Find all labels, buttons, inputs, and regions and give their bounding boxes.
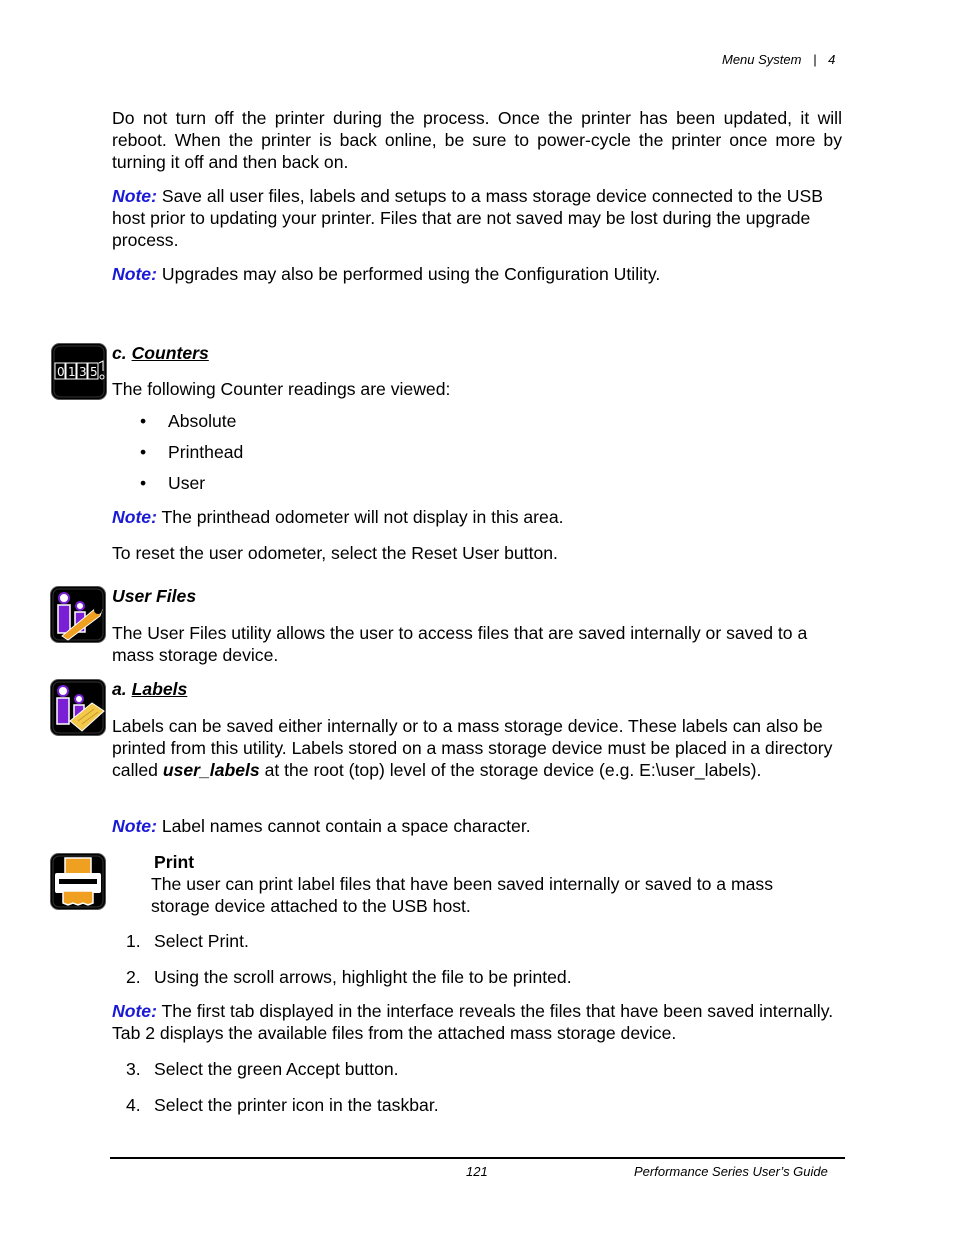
reset-instruction: To reset the user odometer, select the Reset User button. xyxy=(112,543,558,563)
labels-heading xyxy=(112,679,187,700)
bullet-mark: • xyxy=(140,473,147,493)
header-page-num: 4 xyxy=(828,52,836,67)
footer-guide-title: Performance Series User’s Guide xyxy=(634,1164,828,1179)
step-text: Select Print. xyxy=(154,931,249,951)
heading-prefix: a. xyxy=(112,679,127,699)
footer-page-number: 121 xyxy=(466,1164,488,1179)
user-files-icon xyxy=(50,586,106,642)
step-number: 1. xyxy=(126,931,141,951)
bullet-mark: • xyxy=(140,442,147,462)
list-item: Printhead xyxy=(168,442,244,462)
print-paragraph: The user can print label files that have been saved internally or saved to a mass storage device attached to the USB host. xyxy=(151,874,773,916)
footer-rule xyxy=(110,1157,845,1159)
note-text: The printhead odometer will not display in this area. xyxy=(161,507,564,527)
labels-directory-name: user_labels xyxy=(162,760,260,780)
note-tabs xyxy=(112,1000,847,1044)
labels-paragraph xyxy=(112,715,847,781)
svg-text:5: 5 xyxy=(90,365,98,379)
note-label: Note: xyxy=(112,816,157,836)
note-odometer xyxy=(112,506,842,528)
svg-text:1: 1 xyxy=(68,365,76,379)
list-item: Absolute xyxy=(168,411,237,431)
svg-text:0: 0 xyxy=(57,365,65,379)
print-icon xyxy=(50,853,106,909)
step-text: Select the printer icon in the taskbar. xyxy=(154,1095,439,1115)
user-files-paragraph: The User Files utility allows the user to access files that are saved internally or saved to a mass storage device. xyxy=(112,623,808,665)
svg-text:3: 3 xyxy=(79,365,87,379)
note-label: Note: xyxy=(112,264,157,284)
header-separator: | xyxy=(813,52,817,67)
labels-text-a: Labels can be saved either internally or to a mass storage device. These labels can also be printed from this utility. Labels stored on a mass storage device must be placed in a directory called xyxy=(112,716,833,780)
header-section: Menu System xyxy=(722,52,802,67)
intro-paragraph: Do not turn off the printer during the process. Once the printer has been updated, it will reboot. When the printer is back online, be sure to power-cycle the printer once more by turning it off and then back on. xyxy=(112,108,842,172)
heading-prefix: c. xyxy=(112,343,127,363)
bullet-mark: • xyxy=(140,411,147,431)
note-text: Upgrades may also be performed using the Configuration Utility. xyxy=(161,264,661,284)
step-text: Select the green Accept button. xyxy=(154,1059,399,1079)
counters-heading xyxy=(112,343,209,364)
counter-odometer-icon xyxy=(51,343,107,399)
note-label-names xyxy=(112,815,842,837)
labels-text-b: at the root (top) level of the storage device (e.g. E:\user_labels). xyxy=(259,760,762,780)
note-text: Label names cannot contain a space character. xyxy=(161,816,531,836)
print-heading: Print xyxy=(154,852,195,872)
step-number: 2. xyxy=(126,967,141,987)
note-label: Note: xyxy=(112,1001,157,1021)
heading-title: Counters xyxy=(131,343,209,363)
labels-icon xyxy=(50,679,106,735)
note-config-utility xyxy=(112,263,842,285)
step-number: 4. xyxy=(126,1095,141,1115)
note-text: Save all user files, labels and setups to a mass storage device connected to the USB host prior to updating your printer. Files that are not saved may be lost during the upgrade process. xyxy=(112,186,823,250)
note-text: The first tab displayed in the interface reveals the files that have been saved internally. Tab 2 displays the available files from the attached mass storage device. xyxy=(112,1001,834,1043)
counters-intro: The following Counter readings are viewed: xyxy=(112,379,451,399)
heading-title: Labels xyxy=(131,679,188,699)
list-item: User xyxy=(168,473,206,493)
running-header xyxy=(722,52,835,67)
note-label: Note: xyxy=(112,507,157,527)
step-number: 3. xyxy=(126,1059,141,1079)
user-files-heading: User Files xyxy=(112,586,197,606)
note-save-files xyxy=(112,185,842,251)
note-label: Note: xyxy=(112,186,157,206)
step-text: Using the scroll arrows, highlight the file to be printed. xyxy=(154,967,572,987)
